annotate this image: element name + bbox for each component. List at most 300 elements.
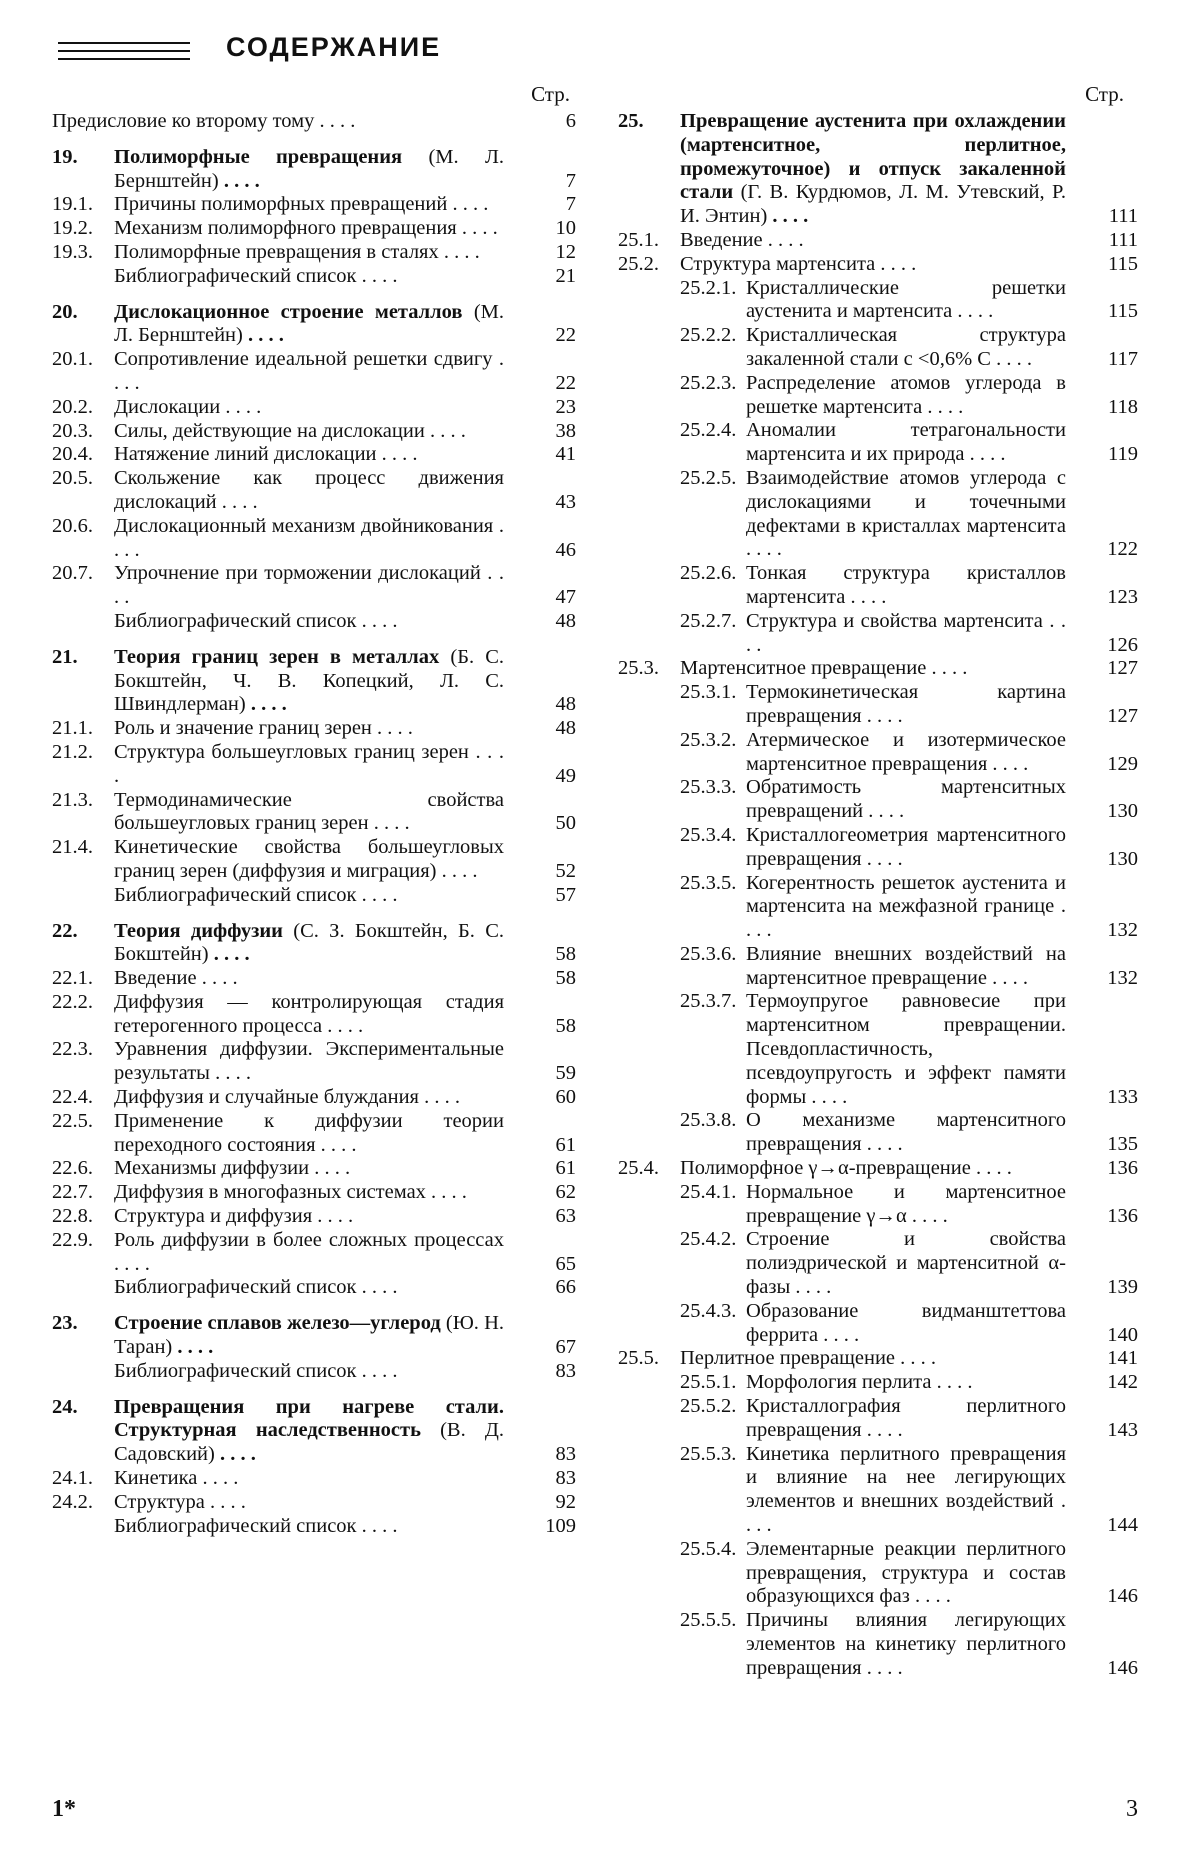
- toc-entry-number: 23.: [52, 1312, 78, 1335]
- toc-entry-number: 20.6.: [52, 514, 93, 537]
- toc-entry-title: Дислокационное строение металлов (М. Л. Бернштейн) . . . .: [114, 300, 504, 347]
- toc-entry: [52, 967, 576, 991]
- toc-entry-page: 7: [565, 169, 576, 192]
- toc-entry: [52, 1110, 576, 1158]
- toc-entry: [618, 943, 1138, 991]
- toc-entry-title-text: Строение и свойства полиэдрической и мартенситной α-фазы: [746, 1228, 1066, 1299]
- toc-entry-number: 25.5.1.: [680, 1371, 737, 1394]
- toc-entry-title: Диффузия в многофазных системах . . . .: [114, 1181, 467, 1204]
- toc-entry-authors: (Б. С. Бокштейн, Ч. В. Копецкий, Л. С. Швиндлерман): [114, 645, 505, 716]
- toc-entry-number: 21.4.: [52, 836, 93, 859]
- toc-entry: [52, 1157, 576, 1181]
- toc-entry-title: Причины влияния легирующих элементов на кинетику перлитного превращения . . . .: [746, 1609, 1066, 1679]
- toc-entry-title-text: Когерентность решеток аустенита и мартенсита на межфазной границе: [746, 871, 1066, 918]
- toc-entry-number: 25.2.6.: [680, 562, 737, 585]
- toc-entry-title: Кристаллография перлитного превращения . . . .: [746, 1395, 1066, 1441]
- toc-entry: [618, 1371, 1138, 1395]
- toc-entry-title-text: Кинетические свойства большеугловых границ зерен (диффузия и миграция): [114, 836, 504, 882]
- toc-entry-title-text: Предисловие ко второму тому: [52, 110, 315, 132]
- toc-entry-title: Уравнения диффузии. Экспериментальные результаты . . . .: [114, 1038, 504, 1085]
- toc-entry-number: 25.2.4.: [680, 419, 737, 442]
- toc-entry-title: Превращение аустенита при охлаждении (мартенситное, перлитное, промежуточное) и отпуск закаленной стали (Г. В. Курдюмов, Л. М. Утевский, Р. И. Энтин) . . . .: [680, 110, 1066, 228]
- toc-entry-title: Кристаллические решетки аустенита и мартенсита . . . .: [746, 276, 1066, 323]
- toc-entry-title: Полиморфные превращения в сталях . . . .: [114, 240, 480, 263]
- toc-entry-title-text: Скольжение как процесс движения дислокаций: [114, 467, 504, 513]
- toc-entry-title-text: Кристаллография перлитного превращения: [746, 1395, 1066, 1441]
- toc-entry-title-text: О механизме мартенситного превращения: [746, 1109, 1066, 1156]
- toc-entry-title: Сопротивление идеальной решетки сдвигу . . . .: [114, 348, 505, 394]
- toc-entry-page: 48: [555, 609, 576, 632]
- toc-entry-title: Элементарные реакции перлитного превращения, структура и состав образующихся фаз . . . .: [746, 1537, 1066, 1608]
- toc-entry: [618, 990, 1138, 1109]
- toc-entry-title-text: Библиографический список: [114, 883, 357, 906]
- toc-entry-number: 25.5.2.: [680, 1395, 737, 1418]
- toc-entry-title: Влияние внешних воздействий на мартенситное превращение . . . .: [746, 942, 1066, 989]
- toc-entry-number: 25.5.: [618, 1347, 659, 1370]
- toc-entry: [618, 872, 1138, 943]
- toc-entry-number: 25.3.6.: [680, 942, 737, 965]
- toc-entry-title: Механизмы диффузии . . . .: [114, 1157, 351, 1180]
- toc-entry-title: Библиографический список . . . .: [114, 1276, 398, 1299]
- toc-entry-page: 83: [555, 1467, 576, 1490]
- toc-entry-number: 25.2.: [618, 252, 659, 275]
- toc-entry: [618, 1538, 1138, 1609]
- toc-entry-page: 57: [555, 883, 576, 906]
- toc-chapter: [52, 646, 576, 717]
- toc-entry-page: 49: [555, 764, 576, 787]
- toc-entry-page: 22: [555, 371, 576, 394]
- toc-entry-title-text: Теория границ зерен в металлах: [114, 645, 440, 668]
- toc-entry-number: 22.3.: [52, 1038, 93, 1061]
- toc-entry-title: Дислокационный механизм двойникования . . . .: [114, 514, 504, 561]
- toc-entry-page: 111: [1108, 205, 1138, 228]
- toc-entry-number: 20.5.: [52, 467, 93, 490]
- toc-entry-title: Кинетические свойства большеугловых границ зерен (диффузия и миграция) . . . .: [114, 836, 504, 882]
- toc-entry-page: 60: [555, 1086, 576, 1109]
- toc-entry-number: 25.5.3.: [680, 1442, 737, 1465]
- toc-entry-page: 66: [555, 1276, 576, 1299]
- toc-entry-title: Введение . . . .: [114, 967, 238, 990]
- toc-entry-title-text: Кинетика: [114, 1467, 198, 1490]
- toc-entry-number: 25.2.5.: [680, 466, 737, 489]
- toc-entry-title: Перлитное превращение . . . .: [680, 1347, 937, 1370]
- toc-entry-title: Превращения при нагреве стали. Структурная наследственность (В. Д. Садовский) . . . .: [114, 1395, 505, 1466]
- toc-entry-title-text: Дислокационное строение металлов: [114, 300, 463, 323]
- toc-entry-number: 19.2.: [52, 217, 93, 240]
- toc-entry-title: Термодинамические свойства большеугловых границ зерен . . . .: [114, 788, 504, 835]
- toc-entry-title: Роль и значение границ зерен . . . .: [114, 717, 413, 740]
- toc-entry-number: 25.2.1.: [680, 276, 737, 299]
- toc-entry-title: Теория диффузии (С. З. Бокштейн, Б. С. Бокштейн) . . . .: [114, 919, 504, 966]
- toc-entry-page: 123: [1107, 585, 1138, 608]
- toc-entry-page: 22: [555, 324, 576, 347]
- toc-chapter: [52, 920, 576, 968]
- toc-entry-title: Структура большеугловых границ зерен . . . .: [114, 740, 505, 787]
- toc-entry-page: 38: [555, 419, 576, 442]
- toc-entry-number: 20.1.: [52, 348, 93, 371]
- toc-entry-title: Применение к диффузии теории переходного состояния . . . .: [114, 1109, 504, 1156]
- toc-entry-number: 22.8.: [52, 1205, 93, 1228]
- signature-mark: 1*: [52, 1796, 76, 1822]
- toc-entry-title: Структура и диффузия . . . .: [114, 1205, 354, 1228]
- toc-chapter: [618, 110, 1138, 229]
- toc-entry: [618, 1109, 1138, 1157]
- toc-entry-number: 25.3.: [618, 657, 659, 680]
- toc-entry-title-text: Образование видманштеттова феррита: [746, 1299, 1066, 1346]
- toc-entry-title-text: Нормальное и мартенситное превращение γ→α: [746, 1180, 1066, 1227]
- toc-entry-number: 25.4.: [618, 1157, 659, 1180]
- header-rule: [58, 42, 190, 44]
- toc-entry-number: 25.3.8.: [680, 1109, 737, 1132]
- toc-entry: [52, 193, 576, 217]
- toc-entry: [52, 836, 576, 884]
- toc-entry-title-text: Библиографический список: [114, 1359, 357, 1382]
- toc-entries: [52, 110, 576, 1538]
- toc-entry-title-text: Введение: [114, 967, 197, 990]
- toc-entry-page: 46: [555, 538, 576, 561]
- toc-entry-page: 50: [555, 812, 576, 835]
- toc-entry: [618, 610, 1138, 658]
- toc-entry-number: 25.4.2.: [680, 1228, 737, 1251]
- toc-entry: [618, 419, 1138, 467]
- toc-entry-page: 63: [555, 1205, 576, 1228]
- toc-entry-number: 21.3.: [52, 788, 93, 811]
- toc-entry-number: 25.3.1.: [680, 681, 737, 704]
- toc-chapter: [52, 146, 576, 194]
- toc-entry-page: 118: [1108, 395, 1138, 418]
- toc-entry: [52, 396, 576, 420]
- toc-entry-page: 83: [555, 1443, 576, 1466]
- toc-entry-number: 20.: [52, 300, 78, 323]
- toc-entry-number: 25.3.5.: [680, 871, 737, 894]
- toc-entry-title: Введение . . . .: [680, 228, 804, 251]
- toc-entry-title-text: Структура и свойства мартенсита: [746, 609, 1043, 632]
- toc-entry-page: 6: [565, 110, 576, 132]
- toc-entry-number: 25.1.: [618, 228, 659, 251]
- toc-entry-title-text: Превращение аустенита при охлаждении (мартенситное, перлитное, промежуточное) и отпуск закаленной стали: [680, 110, 1066, 204]
- toc-entry-title-text: Причины влияния легирующих элементов на кинетику перлитного превращения: [746, 1609, 1066, 1679]
- toc-chapter: [52, 1396, 576, 1467]
- toc-entry-authors: (М. Л. Бернштейн): [114, 300, 504, 347]
- toc-entry: [52, 1229, 576, 1277]
- toc-entry-title-text: Превращения при нагреве стали. Структурная наследственность: [114, 1395, 504, 1442]
- toc-entry: [52, 991, 576, 1039]
- toc-entry-title-text: Введение: [680, 228, 763, 251]
- toc-entry-title-text: Библиографический список: [114, 264, 357, 287]
- page-column-label: Стр.: [1085, 82, 1124, 106]
- toc-entry-title: Механизм полиморфного превращения . . . .: [114, 217, 498, 240]
- toc-entry-page: 126: [1107, 633, 1138, 656]
- toc-entry-number: 22.7.: [52, 1181, 93, 1204]
- toc-entry-number: 25.3.4.: [680, 823, 737, 846]
- toc-entry-number: 20.3.: [52, 419, 93, 442]
- toc-entry-title: Термокинетическая картина превращения . . . .: [746, 681, 1066, 727]
- toc-entry-title-text: Библиографический список: [114, 609, 357, 632]
- toc-entry-title-text: Тонкая структура кристаллов мартенсита: [746, 562, 1066, 608]
- toc-entry-title: Кинетика . . . .: [114, 1467, 239, 1490]
- toc-entry-page: 59: [555, 1062, 576, 1085]
- toc-entry-page: 146: [1107, 1585, 1138, 1608]
- toc-entry-page: 41: [555, 443, 576, 466]
- toc-entry-page: 129: [1107, 752, 1138, 775]
- toc-left-column: [52, 82, 576, 1538]
- toc-entry-title: Теория границ зерен в металлах (Б. С. Бокштейн, Ч. В. Копецкий, Л. С. Швиндлерман) . . . .: [114, 645, 505, 716]
- toc-entry-number: 20.4.: [52, 443, 93, 466]
- toc-entry: [52, 467, 576, 515]
- toc-entry-title: Кинетика перлитного превращения и влияние на нее легирующих элементов и внешних воздействий . . . .: [746, 1442, 1066, 1537]
- toc-entry-page: 130: [1107, 800, 1138, 823]
- toc-entry-page: 109: [545, 1514, 576, 1537]
- toc-entry-page: 48: [555, 693, 576, 716]
- toc-entry: [618, 681, 1138, 729]
- toc-entry: [52, 241, 576, 265]
- toc-entry: [52, 1086, 576, 1110]
- toc-entry-authors: (М. Л. Бернштейн): [114, 145, 504, 192]
- toc-entry-title-text: Аномалии тетрагональности мартенсита и их природа: [746, 419, 1066, 466]
- toc-entry: [52, 1038, 576, 1086]
- toc-entry: [52, 1181, 576, 1205]
- toc-entry-page: 52: [555, 859, 576, 882]
- toc-entry-title: Библиографический список . . . .: [114, 1359, 398, 1382]
- toc-entry-page: 83: [555, 1359, 576, 1382]
- toc-right-column: [618, 82, 1138, 1681]
- toc-entry-page: 136: [1107, 1157, 1138, 1180]
- toc-entry-number: 21.1.: [52, 717, 93, 740]
- toc-chapter: [52, 301, 576, 349]
- toc-entry-authors: (С. З. Бокштейн, Б. С. Бокштейн): [114, 919, 504, 966]
- toc-entry: [52, 1205, 576, 1229]
- toc-entry-authors: (Ю. Н. Таран): [114, 1312, 505, 1359]
- toc-entry-title: Тонкая структура кристаллов мартенсита . . . .: [746, 562, 1066, 608]
- toc-entry: [618, 1300, 1138, 1348]
- toc-entry: [618, 776, 1138, 824]
- toc-entry-title: Структура . . . .: [114, 1490, 246, 1513]
- toc-entry-title-text: Кристаллогеометрия мартенситного превращения: [746, 823, 1066, 870]
- toc-entry-page: 115: [1108, 252, 1138, 275]
- toc-entry: [618, 467, 1138, 562]
- toc-entry: [618, 324, 1138, 372]
- toc-entry-number: 22.1.: [52, 967, 93, 990]
- toc-entry-title-text: Библиографический список: [114, 1514, 357, 1537]
- toc-entry-title-text: Библиографический список: [114, 1276, 357, 1299]
- toc-entry-page: 140: [1107, 1323, 1138, 1346]
- toc-entry: [618, 1609, 1138, 1680]
- toc-entry-number: 22.2.: [52, 990, 93, 1013]
- toc-entry: [618, 229, 1138, 253]
- toc-entry-page: 115: [1108, 300, 1138, 323]
- toc-entry-title-text: Натяжение линий дислокации: [114, 443, 377, 466]
- header-rule: [58, 50, 190, 52]
- toc-entry: [52, 1276, 576, 1300]
- toc-entry: [52, 420, 576, 444]
- toc-entry-title-text: Дислокации: [114, 395, 221, 418]
- toc-entry-number: 25.3.2.: [680, 728, 737, 751]
- toc-entry: [618, 1443, 1138, 1538]
- toc-entry-title-text: Структура большеугловых границ зерен: [114, 740, 469, 763]
- toc-entry: [618, 253, 1138, 277]
- toc-entry-page: 136: [1107, 1204, 1138, 1227]
- toc-entry-title-text: Диффузия в многофазных системах: [114, 1181, 426, 1204]
- toc-entry-title-text: Взаимодействие атомов углерода с дислокациями и точечными дефектами в кристаллах мартенсита: [746, 466, 1066, 537]
- toc-entry-page: 61: [555, 1133, 576, 1156]
- toc-entry: [52, 884, 576, 908]
- toc-entry-number: 20.2.: [52, 395, 93, 418]
- toc-entry-title: О механизме мартенситного превращения . . . .: [746, 1109, 1066, 1156]
- toc-entry-number: 25.3.7.: [680, 990, 737, 1013]
- page-header: [58, 30, 658, 70]
- toc-entry-title: Нормальное и мартенситное превращение γ→α . . . .: [746, 1180, 1066, 1227]
- toc-entry-title-text: Механизм полиморфного превращения: [114, 217, 457, 240]
- toc-entry-title: Атермическое и изотермическое мартенситное превращения . . . .: [746, 728, 1066, 775]
- toc-entry-title: Упрочнение при торможении дислокаций . . . .: [114, 562, 504, 609]
- toc-entry-number: 21.: [52, 645, 78, 668]
- toc-entry: [618, 1157, 1138, 1181]
- toc-entry-page: 141: [1107, 1347, 1138, 1370]
- toc-entry-number: 22.9.: [52, 1228, 93, 1251]
- toc-entry-title-text: Термоупругое равновесие при мартенситном превращении. Псевдопластичность, псевдоупругость и эффект памяти формы: [746, 990, 1066, 1108]
- toc-entry-title: Мартенситное превращение . . . .: [680, 657, 968, 680]
- toc-entry-page: 58: [555, 967, 576, 990]
- toc-entry-authors: (В. Д. Садовский): [114, 1419, 505, 1466]
- toc-entry-page: 119: [1108, 443, 1138, 466]
- toc-entry-title: Причины полиморфных превращений . . . .: [114, 193, 489, 216]
- toc-entry-title: Образование видманштеттова феррита . . . .: [746, 1299, 1066, 1346]
- toc-entry-number: 22.4.: [52, 1086, 93, 1109]
- toc-entry-title: Кристаллогеометрия мартенситного превращения . . . .: [746, 823, 1066, 870]
- toc-entry-title-text: Мартенситное превращение: [680, 657, 927, 680]
- toc-entry: [52, 348, 576, 396]
- header-rule: [58, 58, 190, 60]
- toc-entry-number: 25.2.3.: [680, 371, 737, 394]
- toc-entry: [618, 372, 1138, 420]
- toc-entry-title-text: Сопротивление идеальной решетки сдвигу: [114, 348, 493, 371]
- toc-entry: [618, 277, 1138, 325]
- toc-entry-title: Строение и свойства полиэдрической и мартенситной α-фазы . . . .: [746, 1228, 1066, 1299]
- toc-entry: [52, 610, 576, 634]
- toc-entry: [52, 443, 576, 467]
- toc-entry-number: 25.4.1.: [680, 1180, 737, 1203]
- toc-entry-number: 19.3.: [52, 240, 93, 263]
- toc-entry-title-text: Термодинамические свойства большеугловых границ зерен: [114, 788, 504, 835]
- toc-entry-page: 122: [1107, 538, 1138, 561]
- toc-entry-page: 127: [1107, 657, 1138, 680]
- page-number: 3: [1126, 1796, 1138, 1822]
- toc-entry-title: Библиографический список . . . .: [114, 883, 398, 906]
- toc-entry-page: 146: [1107, 1656, 1138, 1679]
- toc-entry: [618, 1228, 1138, 1299]
- toc-entry-number: 24.1.: [52, 1467, 93, 1490]
- toc-entry: [618, 1181, 1138, 1229]
- toc-entry-page: 132: [1107, 966, 1138, 989]
- toc-entry-number: 22.: [52, 919, 78, 942]
- toc-entry-title-text: Распределение атомов углерода в решетке мартенсита: [746, 371, 1066, 418]
- toc-entry-title: Дислокации . . . .: [114, 395, 262, 418]
- toc-entry-page: 7: [565, 193, 576, 216]
- toc-entry-title-text: Структура и диффузия: [114, 1205, 313, 1228]
- toc-entry-title: Структура мартенсита . . . .: [680, 252, 917, 275]
- toc-entry-authors: (Г. В. Курдюмов, Л. М. Утевский, Р. И. Энтин): [680, 181, 1066, 228]
- toc-entry-page: 67: [555, 1336, 576, 1359]
- toc-entry-title-text: Уравнения диффузии. Экспериментальные результаты: [114, 1038, 504, 1085]
- toc-entry-title-text: Элементарные реакции перлитного превращения, структура и состав образующихся фаз: [746, 1537, 1066, 1608]
- toc-entry-number: 25.5.4.: [680, 1537, 737, 1560]
- toc-entry-title: Библиографический список . . . .: [114, 264, 398, 287]
- toc-entry: [52, 789, 576, 837]
- toc-entries: [618, 110, 1138, 1681]
- toc-entry-page: 135: [1107, 1133, 1138, 1156]
- toc-entry-page: 92: [555, 1490, 576, 1513]
- toc-entry: [52, 717, 576, 741]
- toc-entry-title-text: Строение сплавов железо—углерод: [114, 1312, 441, 1335]
- toc-entry-title: Диффузия — контролирующая стадия гетерогенного процесса . . . .: [114, 990, 504, 1037]
- toc-entry-title: Кристаллическая структура закаленной стали с <0,6% С . . . .: [746, 324, 1066, 370]
- toc-entry-title: Морфология перлита . . . .: [746, 1371, 973, 1394]
- toc-entry-number: 25.: [618, 110, 644, 132]
- toc-entry-number: 25.2.2.: [680, 324, 737, 347]
- toc-entry-title: Аномалии тетрагональности мартенсита и их природа . . . .: [746, 419, 1066, 466]
- toc-entry-number: 25.3.3.: [680, 776, 737, 799]
- toc-entry-page: 132: [1107, 919, 1138, 942]
- toc-entry-title-text: Перлитное превращение: [680, 1347, 896, 1370]
- toc-entry-title-text: Диффузия и случайные блуждания: [114, 1086, 419, 1109]
- toc-entry: [618, 1395, 1138, 1443]
- page-title: СОДЕРЖАНИЕ: [226, 32, 442, 62]
- toc-entry-title-text: Кинетика перлитного превращения и влияние на нее легирующих элементов и внешних воздействий: [746, 1442, 1066, 1513]
- toc-entry-page: 10: [555, 217, 576, 240]
- toc-entry-title: Скольжение как процесс движения дислокаций . . . .: [114, 467, 504, 513]
- toc-entry-title: Распределение атомов углерода в решетке мартенсита . . . .: [746, 371, 1066, 418]
- toc-entry-title: Натяжение линий дислокации . . . .: [114, 443, 418, 466]
- toc-entry-page: 127: [1107, 704, 1138, 727]
- toc-entry-title-text: Силы, действующие на дислокации: [114, 419, 425, 442]
- toc-entry-title: Взаимодействие атомов углерода с дислокациями и точечными дефектами в кристаллах мартенсита . . . .: [746, 466, 1066, 561]
- toc-entry: [52, 1467, 576, 1491]
- toc-entry-title: Библиографический список . . . .: [114, 609, 398, 632]
- toc-entry-page: 142: [1107, 1371, 1138, 1394]
- toc-entry-page: 21: [555, 264, 576, 287]
- toc-entry-page: 130: [1107, 847, 1138, 870]
- toc-entry: [52, 562, 576, 610]
- toc-entry-title: Силы, действующие на дислокации . . . .: [114, 419, 466, 442]
- toc-entry: [52, 515, 576, 563]
- toc-entry-title: Библиографический список . . . .: [114, 1514, 398, 1537]
- toc-entry-page: 144: [1107, 1514, 1138, 1537]
- toc-entry-page: 139: [1107, 1276, 1138, 1299]
- toc-entry-title-text: Дислокационный механизм двойникования: [114, 514, 494, 537]
- toc-entry-title-text: Кристаллические решетки аустенита и мартенсита: [746, 276, 1066, 323]
- toc-entry-page: 65: [555, 1252, 576, 1275]
- toc-entry-title-text: Роль диффузии в более сложных процессах: [114, 1228, 504, 1251]
- toc-entry-page: 62: [555, 1181, 576, 1204]
- toc-entry-title: Когерентность решеток аустенита и мартенсита на межфазной границе . . . .: [746, 871, 1066, 942]
- toc-entry-title-text: Диффузия — контролирующая стадия гетерогенного процесса: [114, 990, 504, 1037]
- toc-entry: [618, 562, 1138, 610]
- toc-entry: [618, 729, 1138, 777]
- toc-entry-page: 43: [555, 490, 576, 513]
- toc-entry-title: Структура и свойства мартенсита . . . .: [746, 609, 1067, 656]
- toc-entry-title-text: Кристаллическая структура закаленной стали с <0,6% С: [746, 324, 1066, 370]
- toc-entry-page: 117: [1108, 347, 1138, 370]
- toc-entry-number: 25.5.5.: [680, 1609, 737, 1632]
- toc-entry-number: 24.2.: [52, 1490, 93, 1513]
- toc-entry: [52, 1360, 576, 1384]
- toc-entry-title: Термоупругое равновесие при мартенситном превращении. Псевдопластичность, псевдоупругость и эффект памяти формы . . . .: [746, 990, 1066, 1108]
- toc-entry-page: 133: [1107, 1085, 1138, 1108]
- toc-entry-page: 48: [555, 717, 576, 740]
- toc-entry-number: 22.5.: [52, 1109, 93, 1132]
- page-column-label: Стр.: [531, 82, 570, 106]
- toc-entry-title-text: Упрочнение при торможении дислокаций: [114, 562, 481, 585]
